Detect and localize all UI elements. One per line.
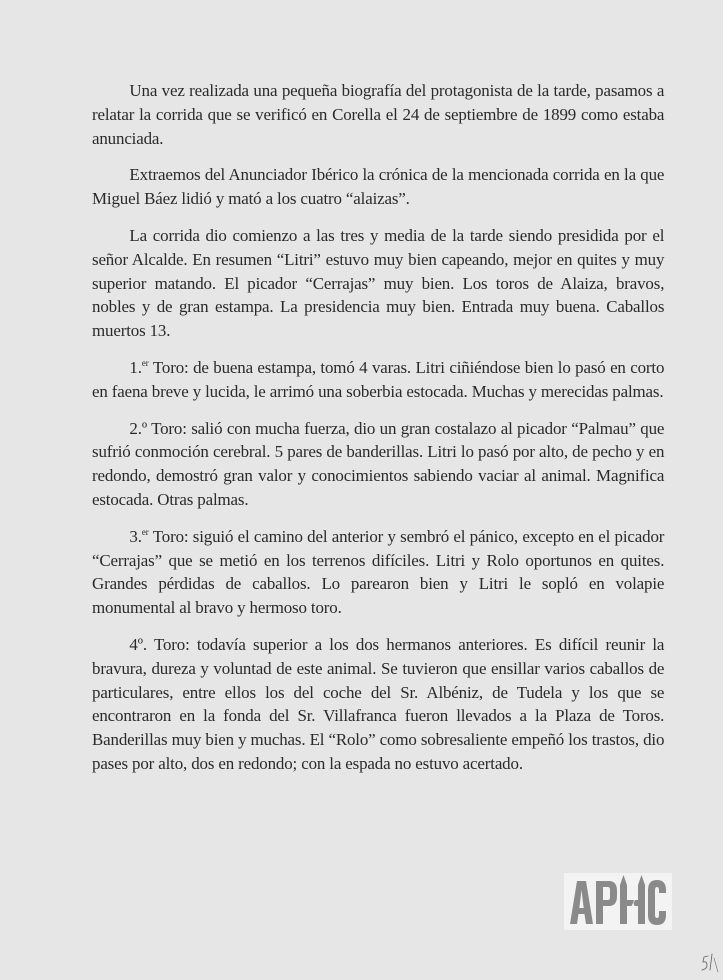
paragraph-text: Una vez realizada una pequeña biografía del protagonista de la tarde, pasamos a relatar la corrida que se verificó en Corella el 24 de septiembre de 1899 como estaba anunciada.	[92, 81, 665, 148]
logo-letter-a	[570, 881, 593, 924]
paragraph-text: La corrida dio comienzo a las tres y media de la tarde siendo presidida por el señor Alcalde. En resumen “Litri” estuvo muy bien capeando, mejor en quites y muy superior matando. El picador “Cerrajas” muy bien. Los toros de Alaiza, bravos, nobles y de gran estampa. La presidencia muy bien. Entrada muy buena. Caballos muertos 13.	[92, 225, 665, 341]
paragraph-bull-2	[92, 417, 664, 512]
logo-letter-h-left	[620, 875, 634, 924]
aphc-watermark-logo	[564, 873, 672, 930]
bull-ordinal-suffix: er	[141, 357, 149, 368]
paragraph-text: Toro: salió con mucha fuerza, dio un gran costalazo al picador “Palmau” que sufrió conmoción cerebral. 5 pares de banderillas. Litri lo pasó por alto, de pecho y en redondo, demostró gran valor y conocimientos sabiendo vaciar al animal. Magnifica estocada. Otras palmas.	[92, 418, 665, 509]
paragraph-summary	[92, 224, 664, 343]
handwritten-page-number-glyph	[700, 950, 720, 974]
bull-ordinal-suffix: er	[141, 526, 149, 537]
handwritten-page-number	[700, 950, 720, 974]
paragraph-intro	[92, 79, 664, 150]
document-page	[92, 79, 673, 789]
logo-letter-p	[596, 881, 617, 924]
paragraph-text: Extraemos del Anunciador Ibérico la crónica de la mencionada corrida en la que Miguel Báez lidió y mató a los cuatro “alaizas”.	[92, 165, 665, 209]
paragraph-text: Toro: todavía superior a los dos hermanos anteriores. Es difícil reunir la bravura, dureza y voluntad de este animal. Se tuvieron que ensillar varios caballos de particulares, entre ellos los del coche del Sr. Albéniz, de Tudela y los que se encontraron en la fonda del Sr. Villafranca fueron llevados a la Plaza de Toros. Banderillas muy bien y muchas. El “Rolo” como sobresaliente empeñó los trastos, dio pases por alto, dos en redondo; con la espada no estuvo acertado.	[92, 634, 665, 773]
paragraph-text: Toro: siguió el camino del anterior y sembró el pánico, excepto en el picador “Cerrajas” que se metió en los terrenos difíciles. Litri y Rolo oportunos en quites. Grandes pérdidas de caballos. Lo parearon bien y Litri le sopló en volapie monumental al bravo y hermoso toro.	[92, 526, 665, 618]
paragraph-text: Toro: de buena estampa, tomó 4 varas. Litri ciñiéndose bien lo pasó en corto en faena breve y lucida, le arrimó una soberbia estocada. Muchas y merecidas palmas.	[92, 357, 665, 401]
bull-ordinal: 2.º	[129, 418, 147, 438]
bull-ordinal: 1.	[129, 357, 142, 377]
paragraph-source	[92, 163, 664, 211]
bull-ordinal: 4º.	[129, 634, 147, 654]
bull-ordinal: 3.	[129, 526, 142, 546]
aphc-logo-icon	[564, 873, 672, 930]
logo-letter-c	[648, 880, 666, 925]
paragraph-bull-4	[92, 633, 664, 776]
paragraph-bull-3	[92, 525, 664, 620]
logo-letter-h-right	[634, 875, 646, 924]
paragraph-bull-1	[92, 356, 664, 404]
aphc-logo-letters	[570, 875, 666, 925]
